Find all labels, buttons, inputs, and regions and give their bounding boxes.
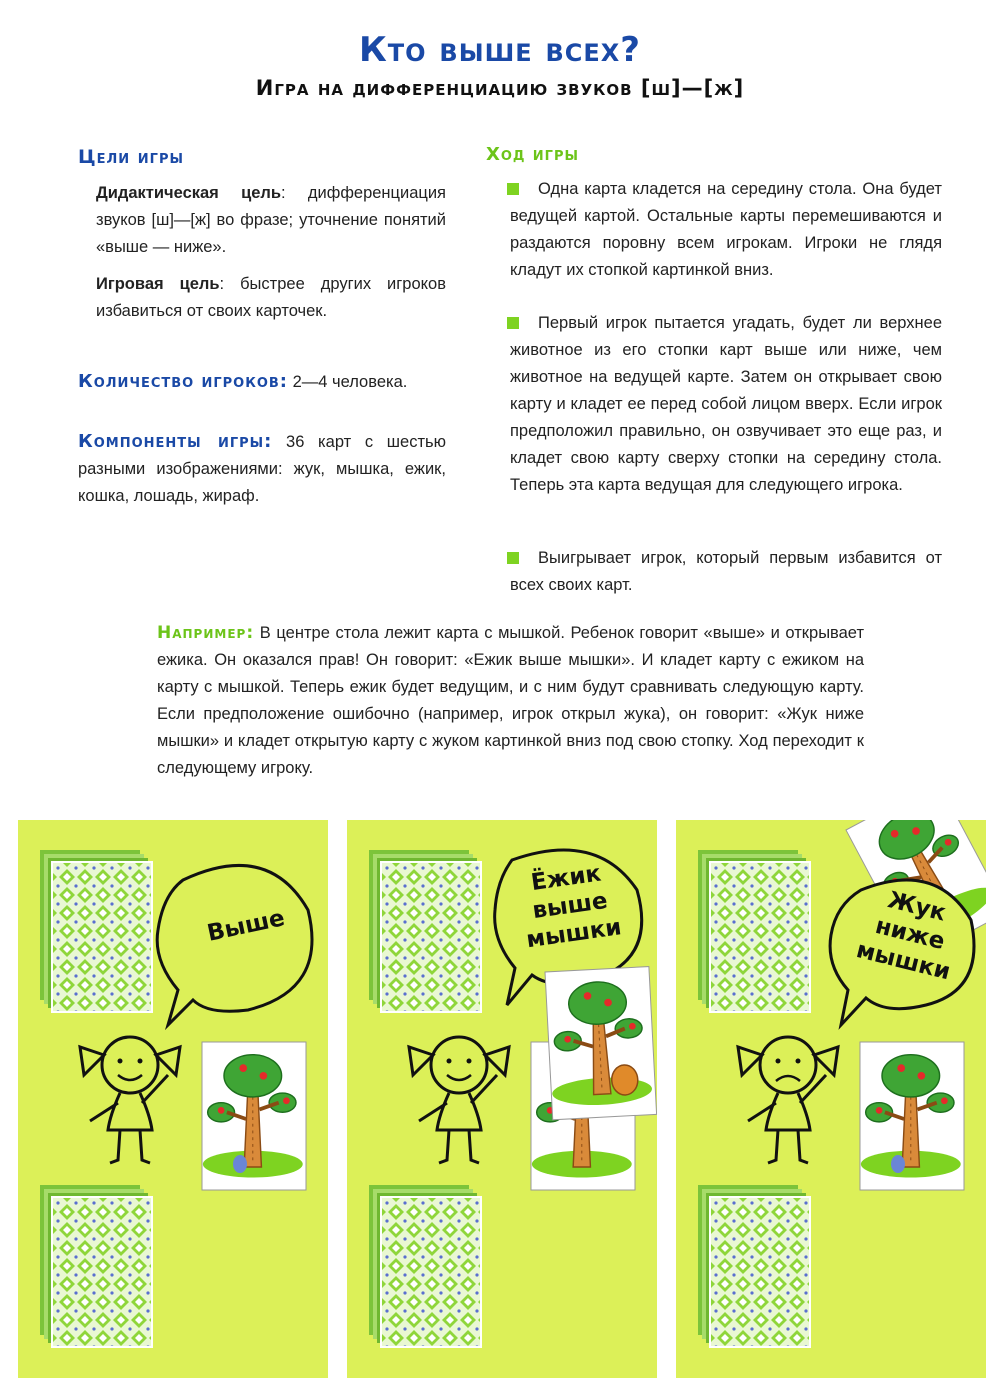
goals-heading: Цели игры	[78, 146, 184, 168]
components-text: 36 карт с шестью разными изображениями: жук, мышка, ежик, кошка, лошадь, жираф.	[78, 433, 446, 505]
card-deck-icon	[369, 1185, 481, 1347]
bubble-text-1: Выше	[204, 905, 288, 947]
illustration-panel-1	[18, 820, 328, 1378]
speech-bubble-icon	[157, 865, 312, 1025]
card-deck-icon	[40, 1185, 152, 1347]
players-label: Количество игроков:	[78, 371, 288, 392]
card-tree-mouse-icon	[202, 1042, 306, 1190]
players-count	[78, 368, 458, 396]
didactic-goal-text: : дифференциация звуков [ш]—[ж] во фразе; уточнение понятий «выше — ниже».	[96, 184, 446, 256]
move-step-text: Выигрывает игрок, который первым избавится от всех своих карт.	[510, 549, 942, 594]
game-goal	[96, 271, 446, 325]
example-label: Например:	[157, 623, 255, 643]
move-step-text: Первый игрок пытается угадать, будет ли верхнее животное из его стопки карт выше или ниже, чем животное на ведущей карте. Затем он открывает свою карту и кладет ее перед собой лицом вверх. Если игрок предположил правильно, он озвучивает это еще раз, и кладет свою карту сверху стопки на середину стола. Теперь эта карта ведущая для следующего игрока.	[510, 314, 942, 494]
components-label: Компоненты игры:	[78, 431, 273, 452]
card-deck-icon	[698, 1185, 810, 1347]
move-step-text: Одна карта кладется на середину стола. Она будет ведущей картой. Остальные карты перемешиваются и раздаются поровну всем игрокам. Игроки не глядя кладут их стопкой картинкой вниз.	[510, 180, 942, 279]
girl-figure-icon	[409, 1037, 509, 1163]
bubble-text-2: Ёжик выше мышки	[524, 860, 624, 954]
bullet-square-icon	[507, 552, 519, 564]
didactic-goal-label: Дидактическая цель	[96, 184, 282, 202]
card-deck-icon	[369, 850, 481, 1012]
bullet-square-icon	[507, 317, 519, 329]
girl-figure-icon	[80, 1037, 180, 1163]
card-tree-hedgehog-icon	[545, 967, 657, 1120]
move-step	[510, 310, 942, 499]
move-step	[510, 176, 942, 284]
example-text: В центре стола лежит карта с мышкой. Ребенок говорит «выше» и открывает ежика. Он оказался прав! Он говорит: «Ежик выше мышки». И кладет карту с ежиком на карту с мышкой. Теперь ежик будет ведущим, и с ним будут сравнивать следующую карту. Если предположение ошибочно (например, игрок открыл жука), он говорит: «Жук ниже мышки» и кладет открытую карту с жуком картинкой вниз под свою стопку. Ход переходит к следующему игроку.	[157, 624, 864, 777]
illustration-panel-3	[676, 820, 986, 1378]
illustration-panel-2	[347, 820, 657, 1378]
girl-figure-sad-icon	[738, 1037, 838, 1163]
example-paragraph	[157, 620, 864, 782]
players-text: 2—4 человека.	[288, 373, 408, 391]
moves-heading: Ход игры	[486, 144, 579, 165]
card-deck-icon	[698, 850, 810, 1012]
card-deck-icon	[40, 850, 152, 1012]
bullet-square-icon	[507, 183, 519, 195]
didactic-goal	[96, 180, 446, 261]
page-title: Кто выше всех?	[359, 30, 641, 70]
move-step	[510, 545, 942, 599]
bubble-text-3: Жук ниже мышки	[853, 887, 953, 986]
page-subtitle: Игра на дифференциацию звуков [ш]—[ж]	[255, 76, 745, 100]
game-goal-text: : быстрее других игроков избавиться от своих карточек.	[96, 275, 446, 320]
game-goal-label: Игровая цель	[96, 275, 220, 293]
components	[78, 428, 446, 510]
card-tree-mouse-icon	[860, 1042, 964, 1190]
